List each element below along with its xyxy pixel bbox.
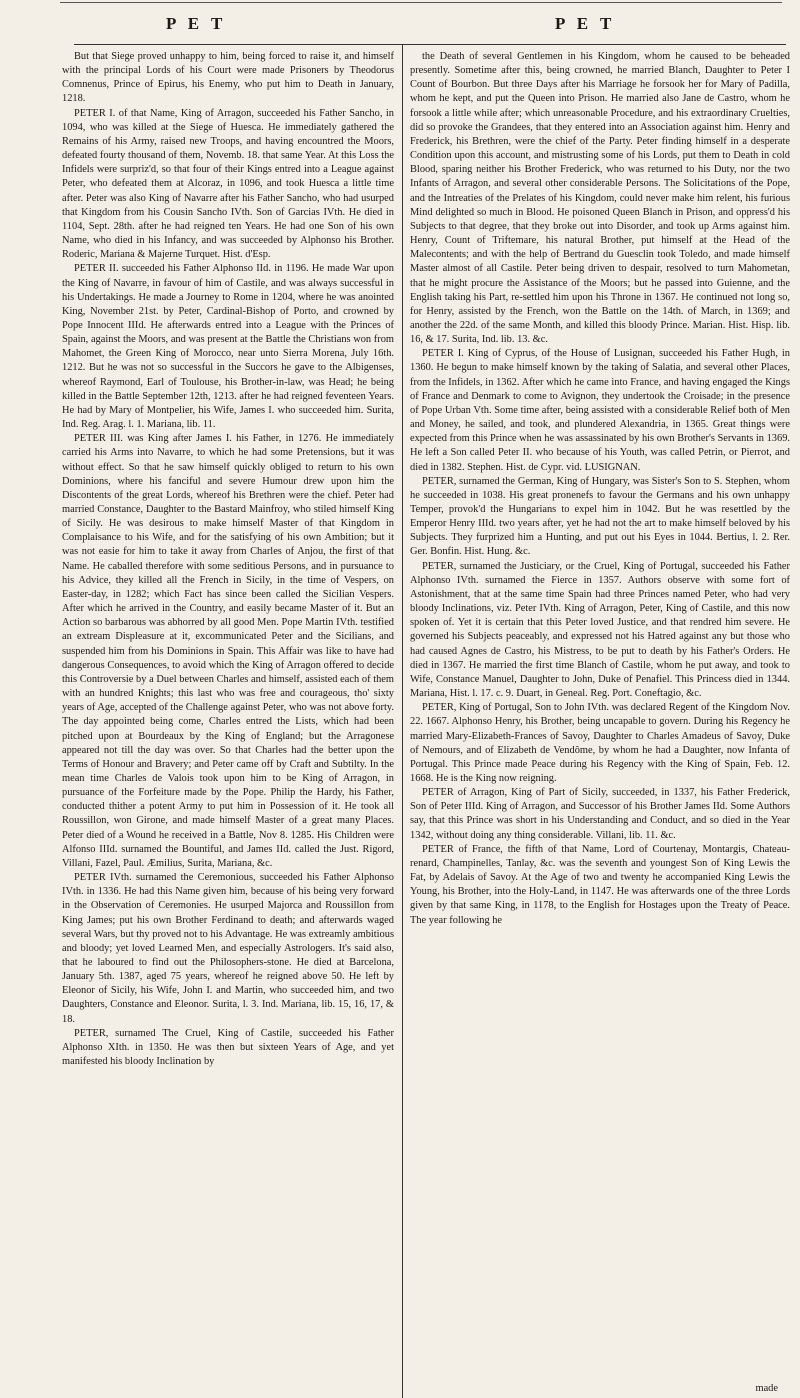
paragraph: PETER of Arragon, King of Part of Sicily, succeeded, in 1337, his Father Frederick, Son of Peter IIId. King of Arragon, and Successor of his Brother James IId. Some Authors say, that this Prince was short in his Understanding and Conduct, and so died in the Year 1342, without doing any thing considerable. Villani, lib. 11. &c.	[410, 787, 790, 841]
paragraph: But that Siege proved unhappy to him, being forced to raise it, and himself with the principal Lords of his Court were made Prisoners by Theodorus Comnenus, Prince of Epirus, his Enemy, who put him to Death in January, 1218.	[62, 51, 394, 105]
paragraph: PETER III. was King after James I. his Father, in 1276. He immediately carried his Arms into Navarre, to which he had some Pretensions, but it was without effect. So that he saw himself quickly obliged to return to his own Dominions, where his fanciful and severe Humour drew upon him the Discontents of the great Lords, whereof his Brethren were the chief. Peter had married Constance, Daughter to the Bastard Mainfroy, who stiled himself King of Sicily. He was desirous to make himself Master of that Kingdom in Complaisance to his Wife, and for the satisfying of his own Ambition; but it was not easie for him to take it away from Charles of Anjou, the first of that Name. He caballed therefore with some seditious Persons, and in pursuance to his Advice, they killed all the French in Sicily, in the time of Vespers, on Easter-day, in 1282; which Fact has since been called the Sicilian Vespers. After which he arrived in the Country, and easily became Master of it. But an Action so barbarous was abhorred by all good Men. Pope Martin IVth. testified an extream Displeasure at it, excommunicated Peter and the Sicilians, and suspended him from his Dominions in Spain. This Affair was like to have had dangerous Consequences, to avoid which the King of Arragon offered to decide this Controversie by a Duel between Charles and himself, assisted each of them with an hundred Knights; this last who was free and courageous, tho' sixty years of Age, accepted of the Challenge against Peter, who was not above forty. The day appointed being come, Charles entred the Lists, which had been pitched upon at Bourdeaux by the King of England; but the Arragonese appeared not till the day was over. So that Charles had the better upon the Terms of Honour and Bravery; and Peter came off by Craft and Subtilty. In the mean time Charles de Valois took upon him to be King of Arragon, in pursuance of the Forfeiture made by the Pope. Philip the Hardy, his Father, conducted thither a potent Army to put him in Possession of it. He took all Roussillon, won Girone, and made himself Master of a great many Places. Peter died of a Wound he received in a Battle, Nov 8. 1285. His Children were Alfonso IIId. surnamed the Bountiful, and James IId. called the Just. Rigord, Villani, Fazel, Paul. Æmilius, Surita, Mariana, &c.	[62, 433, 394, 869]
paragraph: PETER IVth. surnamed the Ceremonious, succeeded his Father Alphonso IVth. in 1336. He had this Name given him, because of his being very forward in the Observation of Ceremonies. He usurped Majorca and Roussillon from King James; put his own Brother Ferdinand to death; and afterwards waged several Wars, but thy proved not to his Advantage. He was extreamly ambitious and bloody; yet loved Learned Men, and especially Astrologers. It's said also, that he laboured to find out the Philosophers-stone. He died at Barcelona, January 5th. 1387, aged 75 years, whereof he reigned above 50. He left by Eleonor of Sicily, his Wife, John I. and Martin, who succeeded him, and two Daughters, Constance and Eleonor. Surita, l. 3. Ind. Mariana, lib. 15, 16, 17, & 18.	[62, 872, 394, 1025]
catchword: made	[755, 1383, 778, 1394]
paragraph: PETER I. of that Name, King of Arragon, succeeded his Father Sancho, in 1094, who was killed at the Siege of Huesca. He immediately gathered the Remains of his Army, raised new Troops, and having encountred the Moors, defeated fourty thousand of them, Novemb. 18. that same Year. At this Loss the Infidels were surpriz'd, so that four of their Kings entred into a League against Peter, who defeated them at Alcoraz, in 1096, and took Huesca a little time after. Peter was also King of Navarre after his Father Sancho, who had usurped that Kingdom from his Cousin Sancho IVth. Son of Garcias IVth. He died in 1104, Sept. 28th. after he had reigned ten Years. He had one Son of his own Name, who died in his Infancy, and was succeeded by Alphonso his Brother. Roderic, Mariana & Majerne Turquet. Hist. d'Esp.	[62, 107, 394, 261]
paragraph: PETER II. succeeded his Father Alphonso IId. in 1196. He made War upon the King of Navarre, in favour of him of Castile, and was always successful in his Undertakings. He made a Journey to Rome in 1204, where he was anointed King, November 21st. by Peter, Cardinal-Bishop of Porto, and crowned by Pope Innocent IIId. He afterwards entred into a League with the Princes of Spain, against the Moors, and was present at the Battle the Christians won from Mahomet, the Green King of Morocco, near unto Sierra Morena, July 16th. 1212. But he was not so successful in the Succors he gave to the Albigenses, whereof Raymond, Earl of Toulouse, his Brother-in-law, was Head; he being killed in the Battle September 12th, 1213. after he had reigned feventeen Years. He had by Mary of Montpelier, his Wife, James I. who succeeded him. Surita, Ind. Reg. Arag. l. 1. Mariana, lib. 11.	[62, 263, 394, 431]
running-head-left: P E T	[166, 14, 227, 33]
left-column	[62, 50, 394, 1390]
paragraph: PETER I. King of Cyprus, of the House of Lusignan, succeeded his Father Hugh, in 1360. He begun to make himself known by the taking of Salatia, and several other Places, from the Infidels, in 1362. After which he came into France, and having engaged the Kings of France and Denmark to come to Avignon, they undertook the Croisade; in the presence of Pope Urban Vth. Some time after, being assisted with a considerable Relief both of Men and Money, he sailed, and took, and plundered Alexandria, in 1365. Great things were expected from this Prince when he was assassinated by his own Brother's Servants in 1369. He left a Son called Peter II. who because of his Youth, was called Petrin, or Pierrot, and died in 1382. Stephen. Hist. de Cypr. vid. LUSIGNAN.	[410, 348, 790, 473]
header-rule	[74, 44, 786, 45]
column-divider	[402, 44, 403, 1398]
right-column	[410, 50, 790, 1390]
running-head-right: P E T	[555, 14, 616, 33]
paragraph: PETER, surnamed the German, King of Hungary, was Sister's Son to S. Stephen, whom he succeeded in 1038. His great pronenefs to favour the Germans and his own unhappy Temper, provok'd the Hungarians to expel him in 1042. But he was resettled by the Emperor Henry IIId. two years after, yet he had not the art to make himself beloved by his Subjects. They furprized him a Hunting, and put out his Eyes in 1044. Bertius, l. 2. Rer. Ger. Bonfin. Hist. Hung. &c.	[410, 475, 790, 558]
paragraph: PETER, King of Portugal, Son to John IVth. was declared Regent of the Kingdom Nov. 22. 1667. Alphonso Henry, his Brother, being uncapable to govern. During his Regency he married Mary-Elizabeth-Frances of Savoy, Daughter to Charles Amadeus of Savoy, Duke of Nemours, and of Elizabeth de Vendôme, by whom he had a Daughter, now Infanta of Portugal. This Prince made Peace during his Regency with the King of Spain, Feb. 12. 1668. He is the King now reigning.	[410, 702, 790, 784]
paragraph: PETER, surnamed The Cruel, King of Castile, succeeded his Father Alphonso XIth. in 1350. He was then but sixteen Years of Age, and yet manifested his bloody Inclination by	[62, 1027, 394, 1068]
paragraph: the Death of several Gentlemen in his Kingdom, whom he caused to be beheaded presently. Sometime after this, being crowned, he married Blanch, Daughter to Peter I Count of Bourbon. But three Days after his Marriage he forsook her for Mary of Padilla, whom he kept, and put the Queen into Prison. He married also Jane de Castro, whom he forsook a little while after; which unreasonable Procedure, and his extraordinary Cruelties, did so provoke the Grandees, that they entered into an Association against him. Henry and Frederick, his Brethren, were the chief of the Party. Peter finding himself in a desperate Condition upon this account, and mistrusting some of his Lords, put them to Death in cold Blood, sparing neither his Brother Frederick, who was returned to his Duty, nor the two Infants of Arragon, and several other considerable Persons. The Solicitations of the Pope, and the Intreaties of the Prelates of his Kingdom, could never make him relent, his furious Mind delighted so much in Blood. He poisoned Queen Blanch in Prison, and oppress'd his Subjects to that degree, that they broke out into Disorder, and took up Arms against him. Henry, Count of Triftemare, his natural Brother, put himself at the Head of the Malecontents; and with the help of Bertrand du Guesclin took Toledo, and made himself Master almost of all Castile. Peter being driven to despair, resolved to turn Mahometan, that he might procure the Assistance of the Moors; but he passed into Guienne, and the English taking his Part, re-settled him upon his Throne in 1367. He continued not long so, for Henry, assisted by the French, won the Battle on the 14th. of March, in 1369; and another the 22d. of the same Month, and killed this bloody Prince. Marian. Hist. Hisp. lib. 16, & 17. Surita, Ind. lib. 13. &c.	[410, 51, 790, 346]
top-rule	[60, 2, 782, 3]
paragraph: PETER, surnamed the Justiciary, or the Cruel, King of Portugal, succeeded his Father Alphonso IVth. surnamed the Fierce in 1357. Authors observe with some fort of Astonishment, that at the same time Spain had three Princes named Peter, who had very bloody Inclinations, viz. Peter IVth. King of Arragon, Peter, King of Castile, and this now spoken of. Yet it is certain that this Peter loved Justice, and that rendred him severe. He governed his Subjects peaceably, and expressed not his Hatred against any but those who had caused Agnes de Castro, his Mistress, to be put to death by his Father's Orders. He died in 1367. He married the first time Blanch of Castile, whom he put away, and took to Wife, Constance Manuel, Daughter to John, Duke of Penafiel. This Princess died in 1344. Mariana, Hist. l. 17. c. 9. Duart, in Geneal. Reg. Port. Coneftagio, &c.	[410, 560, 790, 700]
paragraph: PETER of France, the fifth of that Name, Lord of Courtenay, Montargis, Chateau-renard, Champinelles, Tanlay, &c. was the seventh and youngest Son of King Lewis the Fat, by Adelais of Savoy. At the Age of two and twenty he accompanied King Lewis the Young, his Brother, into the Holy-Land, in 1147. He was afterwards one of the three Lords given by that same King, in 1178, to the English for Hostages upon the Treaty of Peace. The year following he	[410, 843, 790, 926]
